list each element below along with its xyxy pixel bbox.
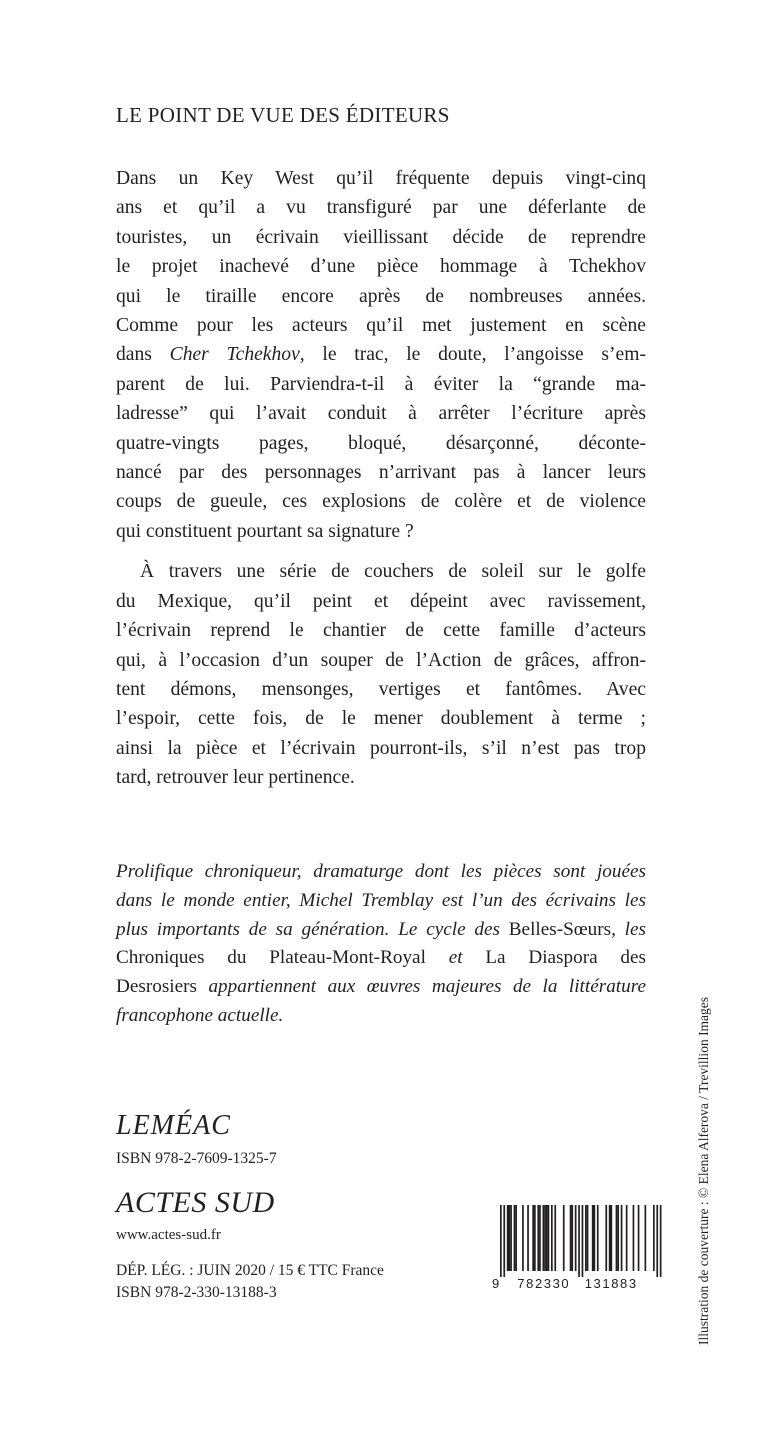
barcode-bar [522, 1205, 524, 1271]
text-fragment: , les [611, 918, 646, 940]
text-line: l’espoir, cette fois, de le mener doublement à terme ; [116, 708, 646, 730]
isbn-actes-sud: ISBN 978-2-330-13188-3 [116, 1284, 277, 1301]
barcode-bar [605, 1205, 607, 1271]
barcode-bar [570, 1205, 572, 1271]
publisher-logo-lemeac: LEMÉAC [116, 1110, 231, 1141]
barcode-bar [585, 1205, 587, 1271]
barcode-bar [621, 1205, 623, 1271]
barcode-bar [534, 1205, 536, 1271]
barcode-right-digits: 131883 [584, 1276, 638, 1291]
text-line: qui constituent pourtant sa signature ? [116, 520, 414, 542]
text-line: qui, à l’occasion d’un souper de l’Action de grâces, affron- [116, 649, 646, 671]
text-line [116, 340, 646, 369]
barcode-bar [638, 1205, 640, 1271]
text-line: l’écrivain reprend le chantier de cette famille d’acteurs [116, 620, 646, 642]
barcode-bar [582, 1205, 584, 1277]
text-line: ladresse” qui l’avait conduit à arrêter l’écriture après [116, 403, 646, 425]
text-line: ainsi la pièce et l’écrivain pourront-ils, s’il n’est pas trop [116, 737, 646, 759]
barcode-bar [500, 1205, 502, 1277]
cover-credit: Illustration de couverture : © Elena Alferova / Trevillion Images [696, 996, 711, 1345]
barcode-icon [490, 1205, 662, 1277]
barcode-bar [503, 1205, 505, 1277]
barcode-bar [548, 1205, 550, 1271]
barcode-bar [515, 1205, 517, 1271]
play-title: Cher Tchekhov [169, 344, 300, 366]
text-fragment: dans [116, 344, 170, 366]
barcode [490, 1205, 662, 1319]
publisher-website: www.actes-sud.fr [116, 1227, 221, 1243]
work-title: La Diaspora des [485, 947, 646, 969]
text-line: du Mexique, qu’il peint et dépeint avec ravissement, [116, 590, 646, 612]
barcode-bar [611, 1205, 613, 1271]
text-fragment: , le trac, le doute, l’angoisse s’em- [299, 344, 646, 366]
text-line: touristes, un écrivain vieillissant décide de reprendre [116, 226, 646, 248]
barcode-bar [592, 1205, 594, 1271]
barcode-bar [597, 1205, 599, 1271]
work-title: Chroniques du Plateau-Mont-Royal [116, 947, 426, 969]
barcode-bar [578, 1205, 580, 1277]
barcode-bar [609, 1205, 611, 1271]
text-line: Dans un Key West qu’il fréquente depuis vingt-cinq [116, 168, 646, 189]
work-title: Desrosiers [116, 976, 197, 998]
barcode-lead-digit: 9 [492, 1276, 501, 1291]
bio-line: dans le monde entier, Michel Tremblay est l’un des écrivains les [116, 889, 646, 911]
barcode-bar [587, 1205, 589, 1271]
barcode-bar [645, 1205, 647, 1271]
barcode-bar [653, 1205, 655, 1271]
text-line: À travers une série de couchers de soleil sur le golfe [140, 561, 646, 583]
barcode-bar [527, 1205, 529, 1271]
text-fragment: plus importants de sa génération. Le cycle des [116, 918, 509, 940]
bio-line [116, 916, 646, 945]
barcode-bar [594, 1205, 596, 1271]
barcode-bar [509, 1205, 511, 1271]
publisher-logo-actes-sud: ACTES SUD [116, 1186, 275, 1219]
bio-line: Prolifique chroniqueur, dramaturge dont les pièces sont jouées [116, 861, 646, 882]
barcode-bar [575, 1205, 577, 1271]
paragraph-1 [116, 164, 646, 546]
barcode-bar [539, 1205, 541, 1271]
barcode-bar [551, 1205, 553, 1271]
barcode-left-digits: 782330 [517, 1276, 571, 1291]
section-heading: LE POINT DE VUE DES ÉDITEURS [116, 103, 450, 127]
barcode-bar [626, 1205, 628, 1271]
text-line: nancé par des personnages n’arrivant pas à lancer leurs [116, 462, 646, 484]
text-line: qui le tiraille encore après de nombreuses années. [116, 285, 646, 307]
text-line: Comme pour les acteurs qu’il met justement en scène [116, 315, 646, 337]
back-cover-text [116, 164, 646, 804]
barcode-bar [563, 1205, 565, 1271]
text-line: ans et qu’il a vu transfiguré par une déferlante de [116, 197, 646, 219]
bio-line [116, 973, 646, 1002]
barcode-bar [514, 1205, 516, 1271]
author-bio [116, 858, 646, 1031]
barcode-bar [554, 1205, 556, 1271]
barcode-bar [532, 1205, 534, 1271]
barcode-bar [656, 1205, 658, 1277]
barcode-bar [660, 1205, 662, 1277]
text-line: parent de lui. Parviendra-t-il à éviter la “grande ma- [116, 373, 646, 395]
work-title: Belles-Sœurs [508, 918, 612, 940]
barcode-bar [571, 1205, 573, 1271]
text-line: le projet inachevé d’une pièce hommage à Tchekhov [116, 256, 646, 278]
text-line: tent démons, mensonges, vertiges et fantômes. Avec [116, 678, 646, 700]
barcode-bar [633, 1205, 635, 1271]
barcode-digits [492, 1276, 664, 1291]
bio-line: francophone actuelle. [116, 1004, 284, 1026]
barcode-bar [537, 1205, 539, 1271]
text-line: tard, retrouver leur pertinence. [116, 767, 355, 789]
text-fragment: appartiennent aux œuvres majeures de la littérature [197, 976, 646, 998]
bio-line [116, 944, 646, 973]
barcode-bar [544, 1205, 546, 1271]
isbn-lemeac: ISBN 978-2-7609-1325-7 [116, 1150, 277, 1167]
text-fragment: et [425, 947, 486, 969]
barcode-bar [543, 1205, 545, 1271]
text-line: quatre-vingts pages, bloqué, désarçonné, déconte- [116, 432, 646, 454]
paragraph-2 [116, 557, 646, 792]
barcode-bar [617, 1205, 619, 1271]
barcode-bar [616, 1205, 618, 1271]
barcode-bar [510, 1205, 512, 1271]
text-line: coups de gueule, ces explosions de colère et de violence [116, 491, 646, 513]
legal-deposit: DÉP. LÉG. : JUIN 2020 / 15 € TTC France [116, 1262, 384, 1279]
barcode-bar [507, 1205, 509, 1271]
barcode-bar [546, 1205, 548, 1271]
